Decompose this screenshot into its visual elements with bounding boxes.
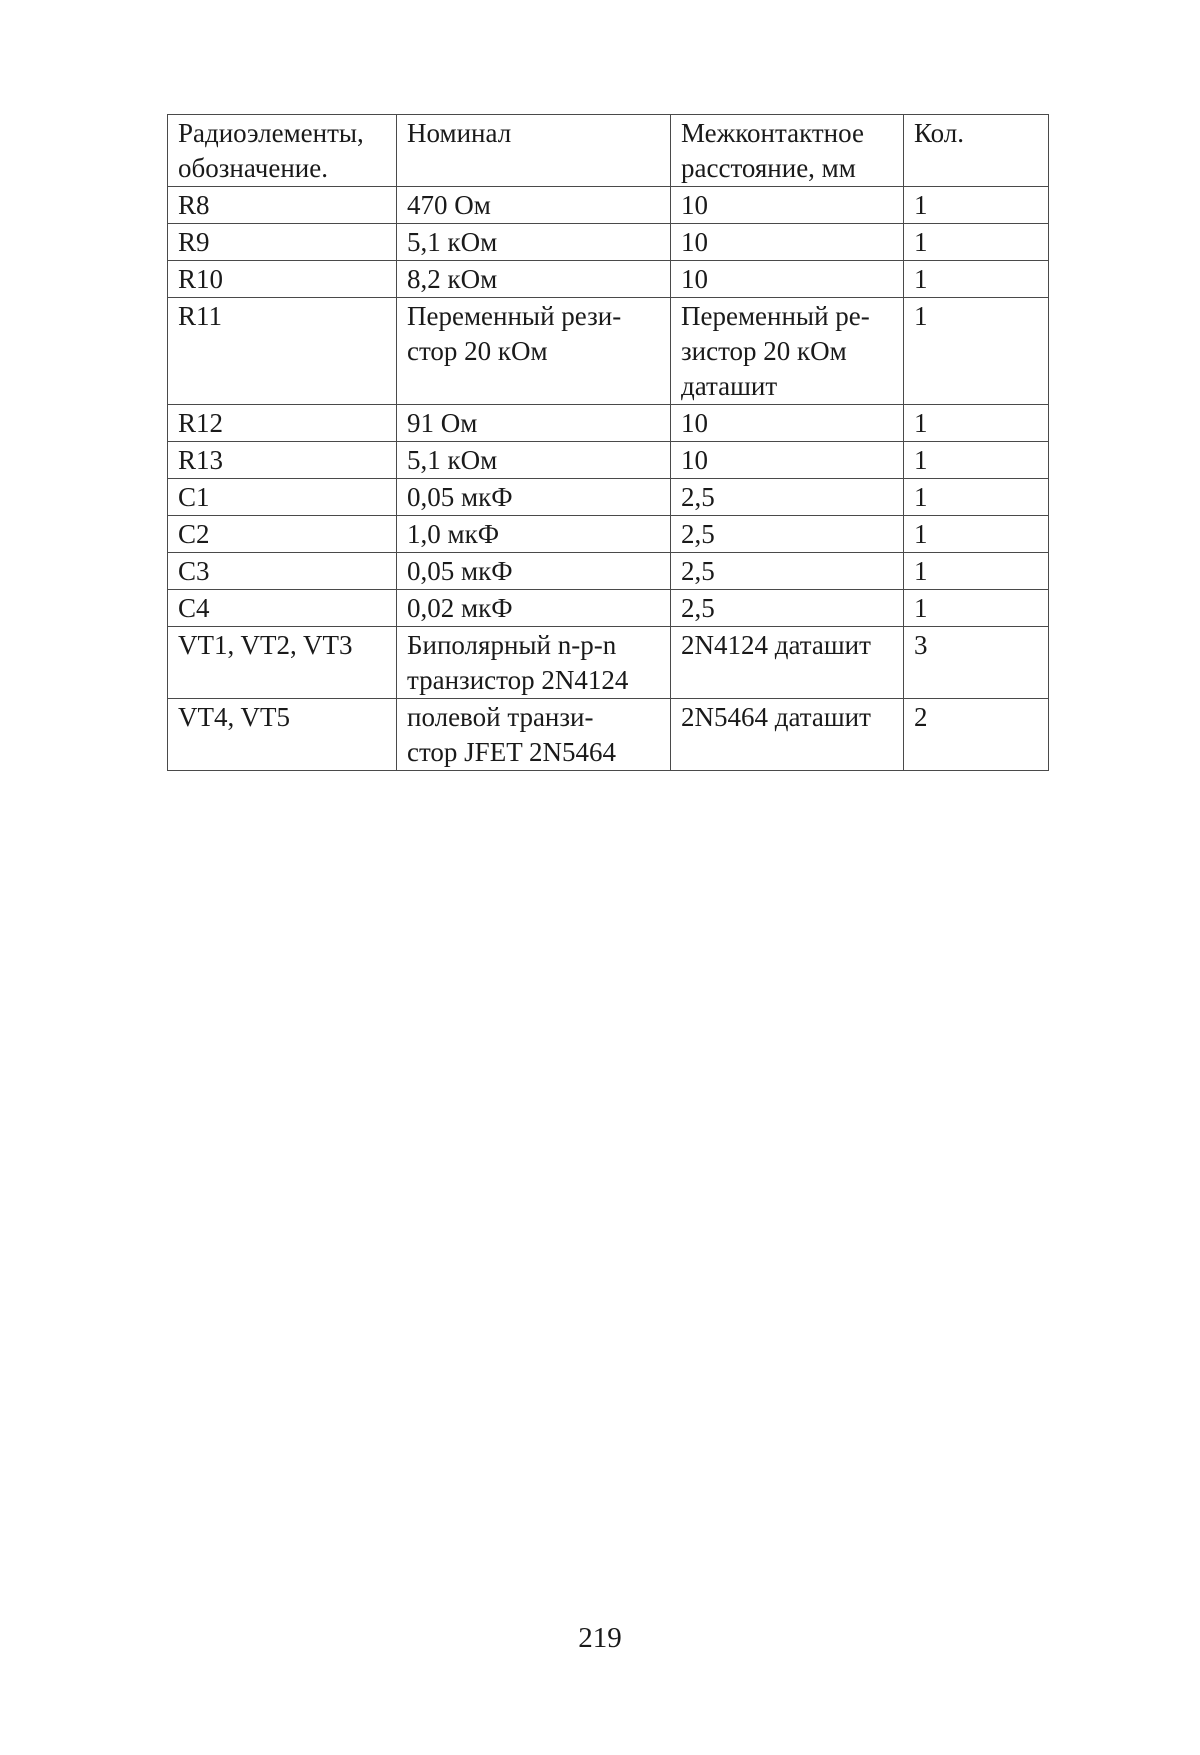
cell-quantity: 1 [904,298,1049,405]
cell-quantity: 1 [904,224,1049,261]
cell-pin-spacing: 10 [671,224,904,261]
cell-quantity: 3 [904,627,1049,699]
cell-pin-spacing: 10 [671,261,904,298]
cell-nominal: 5,1 кОм [397,224,671,261]
table-row [168,405,1049,442]
cell-designation: C4 [168,590,397,627]
cell-pin-spacing: 10 [671,187,904,224]
cell-pin-spacing: 10 [671,405,904,442]
cell-designation: VT4, VT5 [168,699,397,771]
cell-pin-spacing: 2N5464 даташит [671,699,904,771]
cell-nominal: 5,1 кОм [397,442,671,479]
cell-quantity: 1 [904,516,1049,553]
cell-nominal: 0,02 мкФ [397,590,671,627]
cell-quantity: 2 [904,699,1049,771]
table-header-row [168,115,1049,187]
page-number: 219 [578,1622,622,1654]
cell-nominal: полевой транзи- стор JFET 2N5464 [397,699,671,771]
cell-designation: C2 [168,516,397,553]
cell-pin-spacing: 2,5 [671,479,904,516]
cell-nominal: 1,0 мкФ [397,516,671,553]
cell-designation: VT1, VT2, VT3 [168,627,397,699]
cell-pin-spacing: 2N4124 даташит [671,627,904,699]
table-row [168,553,1049,590]
cell-pin-spacing: 2,5 [671,516,904,553]
cell-pin-spacing: Переменный ре- зистор 20 кОм даташит [671,298,904,405]
cell-nominal: 91 Ом [397,405,671,442]
table-row [168,627,1049,699]
cell-designation: C3 [168,553,397,590]
table-row [168,516,1049,553]
header-nominal: Номинал [397,115,671,187]
cell-designation: R9 [168,224,397,261]
cell-nominal: 8,2 кОм [397,261,671,298]
cell-pin-spacing: 2,5 [671,590,904,627]
cell-designation: R11 [168,298,397,405]
cell-nominal: 0,05 мкФ [397,479,671,516]
cell-nominal: 0,05 мкФ [397,553,671,590]
cell-quantity: 1 [904,405,1049,442]
cell-quantity: 1 [904,553,1049,590]
header-designation: Радиоэлементы, обозначение. [168,115,397,187]
cell-nominal: 470 Ом [397,187,671,224]
cell-designation: R12 [168,405,397,442]
cell-pin-spacing: 10 [671,442,904,479]
cell-designation: C1 [168,479,397,516]
table-row [168,442,1049,479]
table-row [168,298,1049,405]
header-pin-spacing: Межконтактное расстояние, мм [671,115,904,187]
cell-nominal: Биполярный n-p-n транзистор 2N4124 [397,627,671,699]
table-row [168,261,1049,298]
cell-pin-spacing: 2,5 [671,553,904,590]
cell-quantity: 1 [904,442,1049,479]
table-row [168,187,1049,224]
table-row [168,479,1049,516]
components-table-container [167,114,1048,771]
cell-designation: R13 [168,442,397,479]
cell-designation: R8 [168,187,397,224]
components-table-body [168,115,1049,771]
cell-quantity: 1 [904,261,1049,298]
table-row [168,699,1049,771]
cell-designation: R10 [168,261,397,298]
cell-quantity: 1 [904,479,1049,516]
cell-quantity: 1 [904,590,1049,627]
table-row [168,590,1049,627]
components-table [167,114,1049,771]
cell-quantity: 1 [904,187,1049,224]
header-quantity: Кол. [904,115,1049,187]
cell-nominal: Переменный рези- стор 20 кОм [397,298,671,405]
table-row [168,224,1049,261]
